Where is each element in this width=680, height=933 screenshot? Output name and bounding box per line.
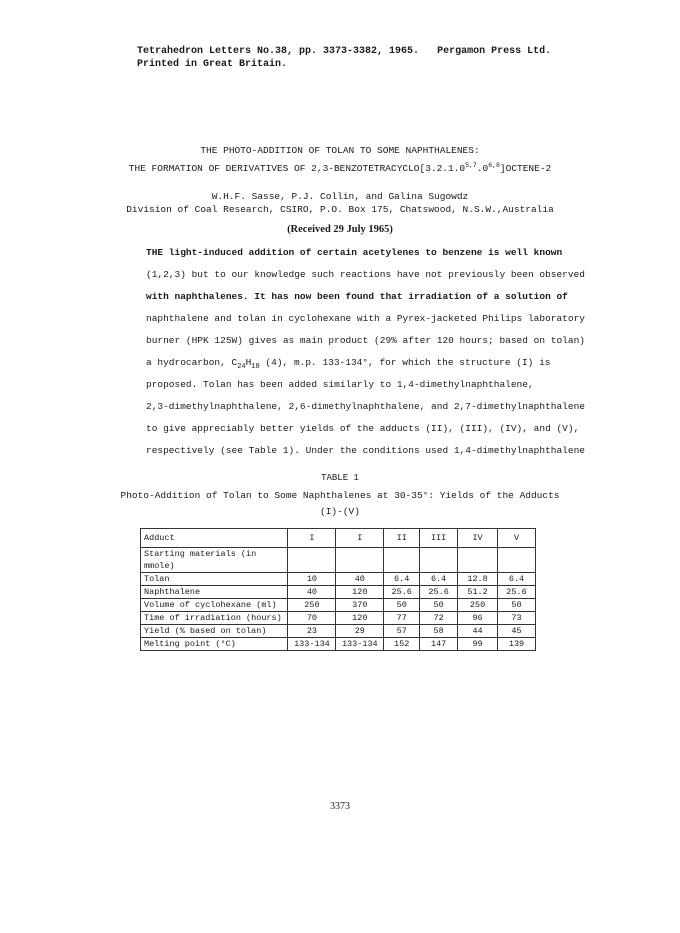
body-line-2: (1,2,3) but to our knowledge such reactions have not previously been observed bbox=[146, 269, 585, 280]
table-cell: 50 bbox=[498, 599, 536, 612]
table-cell: 73 bbox=[498, 612, 536, 625]
section-label: Starting materials (in mmole) bbox=[141, 548, 288, 573]
table-cell: 25.6 bbox=[498, 586, 536, 599]
row-label: Tolan bbox=[141, 573, 288, 586]
table-cell: 40 bbox=[336, 573, 384, 586]
table-row bbox=[141, 612, 536, 625]
body-line-10: respectively (see Table 1). Under the conditions used 1,4-dimethylnaphthalene bbox=[146, 445, 585, 456]
table-cell: 29 bbox=[336, 625, 384, 638]
table-cell: 10 bbox=[288, 573, 336, 586]
body-line-1: THE light-induced addition of certain acetylenes to benzene is well known bbox=[146, 247, 563, 258]
header-col: I bbox=[336, 529, 384, 548]
table-section-row bbox=[141, 548, 536, 573]
adduct-table bbox=[140, 528, 536, 651]
table-cell: 51.2 bbox=[458, 586, 498, 599]
paper-title-line1: THE PHOTO-ADDITION OF TOLAN TO SOME NAPHTHALENES: bbox=[200, 145, 480, 156]
table-cell: 50 bbox=[384, 599, 420, 612]
table-cell: 40 bbox=[288, 586, 336, 599]
received-date: (Received 29 July 1965) bbox=[287, 224, 393, 235]
header-col: II bbox=[384, 529, 420, 548]
table-cell: 25.6 bbox=[420, 586, 458, 599]
table-caption-line1: Photo-Addition of Tolan to Some Naphthalenes at 30-35°: Yields of the Adducts bbox=[120, 490, 560, 501]
body-line-9: to give appreciably better yields of the adducts (II), (III), (IV), and (V), bbox=[146, 423, 580, 434]
row-label: Volume of cyclohexane (ml) bbox=[141, 599, 288, 612]
body-line-7: proposed. Tolan has been added similarly to 1,4-dimethylnaphthalene, bbox=[146, 379, 534, 390]
formula-h: H bbox=[245, 357, 252, 368]
table-label: TABLE 1 bbox=[321, 473, 359, 483]
journal-citation: Tetrahedron Letters No.38, pp. 3373-3382, 1965. bbox=[137, 46, 420, 57]
table-row bbox=[141, 599, 536, 612]
table-cell: 99 bbox=[458, 638, 498, 651]
table-cell: 25.6 bbox=[384, 586, 420, 599]
table-cell: 6.4 bbox=[420, 573, 458, 586]
printed-in: Printed in Great Britain. bbox=[137, 59, 288, 70]
table-cell: 6.4 bbox=[384, 573, 420, 586]
row-label: Time of irradiation (hours) bbox=[141, 612, 288, 625]
header-adduct: Adduct bbox=[141, 529, 288, 548]
table-cell: 44 bbox=[458, 625, 498, 638]
table-caption-line2: (I)-(V) bbox=[320, 506, 360, 517]
header-col: III bbox=[420, 529, 458, 548]
table-cell: 120 bbox=[336, 586, 384, 599]
formula-sub-h: 18 bbox=[251, 363, 260, 371]
table-row bbox=[141, 625, 536, 638]
journal-header bbox=[137, 45, 551, 71]
table-cell: 23 bbox=[288, 625, 336, 638]
table-cell: 96 bbox=[458, 612, 498, 625]
formula-sub-c: 24 bbox=[237, 363, 246, 371]
body-line-4: naphthalene and tolan in cyclohexane with a Pyrex-jacketed Philips laboratory bbox=[146, 313, 585, 324]
title-part-b: .0 bbox=[476, 163, 489, 174]
formula-pre: a hydrocarbon, C bbox=[146, 357, 238, 368]
table-cell: 133-134 bbox=[288, 638, 336, 651]
title-part-a: THE FORMATION OF DERIVATIVES OF 2,3-BENZOTETRACYCLO[3.2.1.0 bbox=[128, 163, 466, 174]
table-cell: 147 bbox=[420, 638, 458, 651]
header-col: IV bbox=[458, 529, 498, 548]
table-cell: 77 bbox=[384, 612, 420, 625]
title-part-c: ]OCTENE-2 bbox=[499, 163, 552, 174]
body-line-3: with naphthalenes. It has now been found that irradiation of a solution of bbox=[146, 291, 568, 302]
table-cell: 12.8 bbox=[458, 573, 498, 586]
table-row bbox=[141, 586, 536, 599]
table-cell: 57 bbox=[384, 625, 420, 638]
table-cell: 152 bbox=[384, 638, 420, 651]
table-cell: 133-134 bbox=[336, 638, 384, 651]
body-line-8: 2,3-dimethylnaphthalene, 2,6-dimethylnaphthalene, and 2,7-dimethylnaphthalene bbox=[146, 401, 585, 412]
table-cell: 50 bbox=[420, 599, 458, 612]
row-label: Naphthalene bbox=[141, 586, 288, 599]
table-cell: 120 bbox=[336, 612, 384, 625]
body-line-5: burner (HPK 125W) gives as main product (29% after 120 hours; based on tolan) bbox=[146, 335, 585, 346]
table-cell: 70 bbox=[288, 612, 336, 625]
paper-title-line2 bbox=[0, 162, 680, 174]
affiliation: Division of Coal Research, CSIRO, P.O. Box 175, Chatswood, N.S.W.,Australia bbox=[126, 204, 554, 215]
publisher: Pergamon Press Ltd. bbox=[437, 46, 552, 57]
page-number: 3373 bbox=[330, 801, 350, 812]
formula-post: (4), m.p. 133-134°, for which the structure (I) is bbox=[259, 357, 551, 368]
row-label: Yield (% based on tolan) bbox=[141, 625, 288, 638]
authors: W.H.F. Sasse, P.J. Collin, and Galina Sugowdz bbox=[211, 191, 469, 202]
body-line-6 bbox=[146, 357, 550, 371]
table-row bbox=[141, 573, 536, 586]
table-cell: 139 bbox=[498, 638, 536, 651]
table-cell: 250 bbox=[288, 599, 336, 612]
table-cell: 45 bbox=[498, 625, 536, 638]
table-cell: 72 bbox=[420, 612, 458, 625]
table-cell: 6.4 bbox=[498, 573, 536, 586]
table-cell: 250 bbox=[458, 599, 498, 612]
header-col: I bbox=[288, 529, 336, 548]
table-row bbox=[141, 638, 536, 651]
table-header-row bbox=[141, 529, 536, 548]
table-cell: 370 bbox=[336, 599, 384, 612]
row-label: Melting point (°C) bbox=[141, 638, 288, 651]
table-cell: 58 bbox=[420, 625, 458, 638]
title-sup-1: 5,7 bbox=[465, 162, 477, 169]
title-sup-2: 6,8 bbox=[488, 162, 500, 169]
header-col: V bbox=[498, 529, 536, 548]
